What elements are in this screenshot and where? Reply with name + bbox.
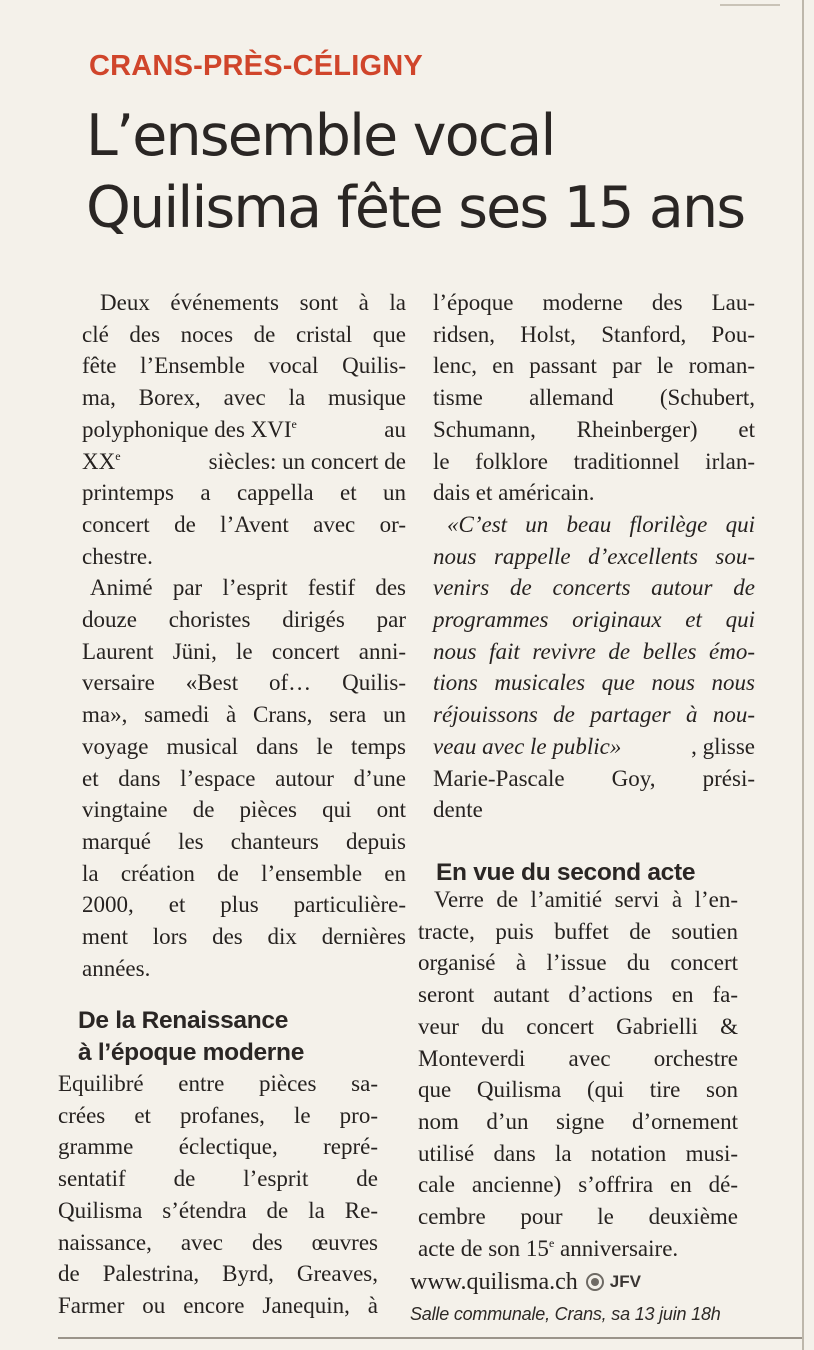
subhead-renaissance [78,1005,418,1068]
text-line: Farmer ou encore Janequin, à [58,1292,378,1318]
quote-line: «C’est un beau florilège qui [447,511,755,537]
text-line: 2000, et plus particulière- [82,892,406,918]
quote-line: programmes originaux et qui [433,607,755,633]
author-initials: JFV [609,1272,641,1291]
text-fragment: polyphonique des XVI [82,416,292,442]
text-line: cembre pour le deuxième [418,1204,738,1230]
quote-line: tions musicales que nous nous [433,670,755,696]
text-line: douze choristes dirigés par [82,607,406,633]
text-line: Laurent Jüni, le concert anni- [82,638,406,664]
text-fragment: , glisse [691,733,755,759]
text-line: ridsen, Holst, Stanford, Pou- [433,321,755,347]
text-line: chestre. [82,543,153,569]
superscript: e [115,448,121,463]
text-line: ma», samedi à Crans, sera un [82,702,406,728]
text-fragment: siècles: un concert de [208,448,406,474]
text-line: dente [433,797,483,823]
text-line: veur du concert Gabrielli & [418,1013,738,1039]
text-fragment: anniversaire. [554,1235,679,1261]
text-line [82,446,406,478]
bottom-rule [58,1337,802,1339]
top-rule [720,4,780,6]
text-line: organisé à l’issue du concert [418,950,738,976]
left-column-bottom [58,1068,378,1322]
event-info: Salle communale, Crans, sa 13 juin 18h [410,1304,721,1324]
text-line: Marie-Pascale Goy, prési- [433,765,755,791]
text-line: années. [82,955,151,981]
subhead-line: De la Renaissance [78,1007,289,1034]
text-line: Deux événements sont à la [100,290,406,315]
website-link[interactable]: www.quilisma.ch [410,1269,578,1295]
text-line: Animé par l’esprit festif des [90,575,406,601]
text-line: printemps a cappella et un [82,480,406,506]
text-line: de Palestrina, Byrd, Greaves, [58,1261,378,1287]
text-line: seront autant d’actions en fa- [418,982,738,1008]
article-kicker: CRANS-PRÈS-CÉLIGNY [89,50,423,82]
text-fragment: au [384,416,406,442]
text-fragment: XX [82,448,116,474]
text-line: versaire «Best of… Quilis- [82,670,406,696]
text-line: crées et profanes, le pro- [58,1102,378,1128]
text-line: Quilisma s’étendra de la Re- [58,1197,378,1223]
text-line: concert de l’Avent avec or- [82,511,406,537]
superscript: e [548,1235,555,1250]
text-line: fête l’Ensemble vocal Quilis- [82,353,406,379]
text-line: Verre de l’amitié servi à l’en- [434,887,738,912]
text-line: marqué les chanteurs depuis [82,828,406,854]
article-footer [410,1267,770,1327]
text-line: dais et américain. [433,480,595,506]
quote-line: réjouissons de partager à nou- [433,702,755,728]
url-line [410,1267,770,1297]
subhead-line: à l’époque moderne [78,1038,305,1066]
headline-line-1: L’ensemble vocal [86,103,555,169]
quote-line: venirs de concerts autour de [433,575,755,601]
text-line: le folklore traditionnel irlan- [433,448,755,474]
text-line: utilisé dans la notation musi- [418,1140,738,1166]
left-column [82,287,406,984]
right-column [433,287,755,826]
text-line: tisme allemand (Schubert, [433,385,755,411]
subhead-second-act: En vue du second acte [436,859,696,886]
quote-fragment: veau avec le public» [433,733,622,759]
text-line: lenc, en passant par le roman- [433,353,755,379]
text-line: la création de l’ensemble en [82,860,406,886]
text-line: gramme éclectique, repré- [58,1134,378,1160]
text-line: Schumann, Rheinberger) et [433,416,755,442]
superscript: e [291,416,297,431]
text-line: nom d’un signe d’ornement [418,1108,738,1134]
text-line: et dans l’espace autour d’une [82,765,406,791]
text-line [418,1233,738,1265]
text-line: naissance, avec des œuvres [58,1229,378,1255]
page-edge [802,0,804,1350]
text-line: cale ancienne) s’offrira en dé- [418,1172,738,1198]
text-line: sentatif de l’esprit de [58,1166,378,1192]
text-line: tracte, puis buffet de soutien [418,918,738,944]
text-line [82,414,406,446]
text-line [433,731,755,763]
text-line: clé des noces de cristal que [82,321,406,347]
text-line: vingtaine de pièces qui ont [82,797,406,823]
article-headline [86,100,786,244]
bullet-circle-icon [586,1273,604,1291]
text-line: ment lors des dix dernières [82,924,406,950]
text-line: Equilibré entre pièces sa- [58,1071,378,1096]
text-line: ma, Borex, avec la musique [82,385,406,411]
right-column-bottom [418,884,738,1264]
headline-line-2: Quilisma fête ses 15 ans [86,175,745,241]
text-line: Monteverdi avec orchestre [418,1045,738,1071]
text-line: l’époque moderne des Lau- [433,290,755,315]
quote-line: nous rappelle d’excellents sou- [433,543,755,569]
text-line: que Quilisma (qui tire son [418,1077,738,1103]
quote-line: nous fait revivre de belles émo- [433,638,755,664]
text-line: voyage musical dans le temps [82,733,406,759]
text-fragment: acte de son 15 [418,1235,549,1261]
